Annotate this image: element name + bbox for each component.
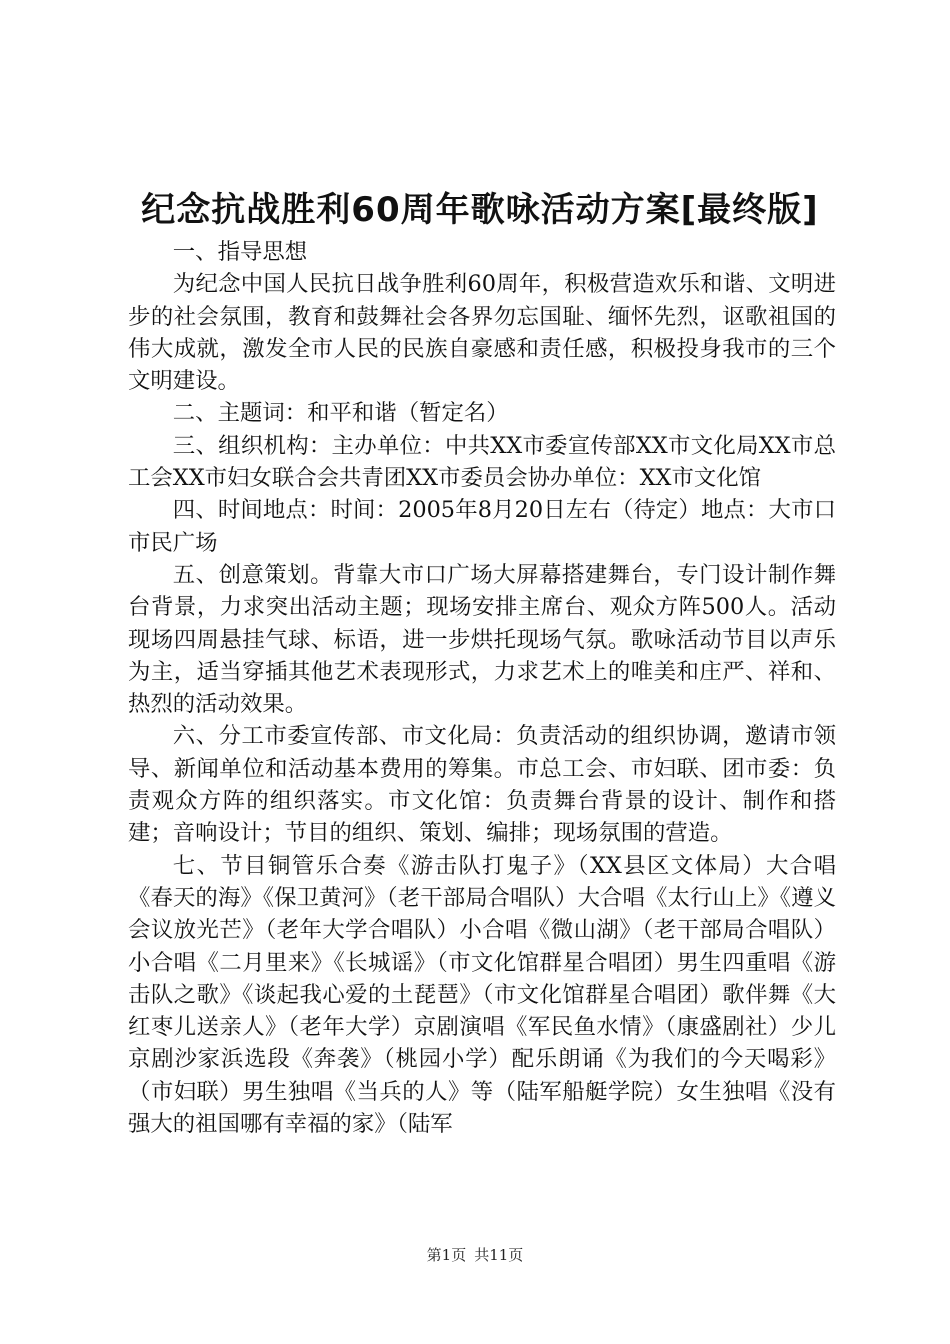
page-total: 共11页 <box>474 1246 524 1264</box>
document-body <box>128 236 836 1140</box>
paragraph-time-place: 四、时间地点：时间：2005年8月20日左右（待定）地点：大市口市民广场 <box>128 497 836 556</box>
paragraph-program-list: 七、节目铜管乐合奏《游击队打鬼子》（XX县区文体局）大合唱《春天的海》《保卫黄河》（老干部局合唱队）大合唱《太行山上》《遵义会议放光芒》（老年大学合唱队）小合唱《微山湖》（老干部局合唱队）小合唱《二月里来》《长城谣》（市文化馆群星合唱团）男生四重唱《游击队之歌》《谈起我心爱的土琵琶》（市文化馆群星合唱团）歌伴舞《大红枣儿送亲人》（老年大学）京剧演唱《军民鱼水情》（康盛剧社）少儿京剧沙家浜选段《奔袭》（桃园小学）配乐朗诵《为我们的今天喝彩》（市妇联）男生独唱《当兵的人》等（陆军船艇学院）女生独唱《没有强大的祖国哪有幸福的家》（陆军 <box>128 852 836 1138</box>
page-number: 第1页 <box>426 1246 467 1264</box>
page-footer <box>0 1244 950 1266</box>
document-title: 纪念抗战胜利60周年歌咏活动方案[最终版] <box>141 190 819 230</box>
paragraph-creative-plan: 五、创意策划。背靠大市口广场大屏幕搭建舞台，专门设计制作舞台背景，力求突出活动主题；现场安排主席台、观众方阵500人。活动现场四周悬挂气球、标语，进一步烘托现场气氛。歌咏活动节目以声乐为主，适当穿插其他艺术表现形式，力求艺术上的唯美和庄严、祥和、热烈的活动效果。 <box>128 561 836 718</box>
paragraph-guiding-thought: 为纪念中国人民抗日战争胜利60周年，积极营造欢乐和谐、文明进步的社会氛围，教育和鼓舞社会各界勿忘国耻、缅怀先烈，讴歌祖国的伟大成就，激发全市人民的民族自豪感和责任感，积极投身我市的三个文明建设。 <box>128 271 836 395</box>
paragraph-organization: 三、组织机构：主办单位：中共XX市委宣传部XX市文化局XX市总工会XX市妇女联合会共青团XX市委员会协办单位：XX市文化馆 <box>128 432 836 492</box>
section-heading-guiding-thought: 一、指导思想 <box>172 239 308 265</box>
paragraph-division-of-labor: 六、分工市委宣传部、市文化局：负责活动的组织协调，邀请市领导、新闻单位和活动基本费用的筹集。市总工会、市妇联、团市委：负责观众方阵的组织落实。市文化馆：负责舞台背景的设计、制作和搭建；音响设计；节目的组织、策划、编排；现场氛围的营造。 <box>128 723 836 847</box>
paragraph-theme: 二、主题词：和平和谐（暂定名） <box>172 400 509 427</box>
